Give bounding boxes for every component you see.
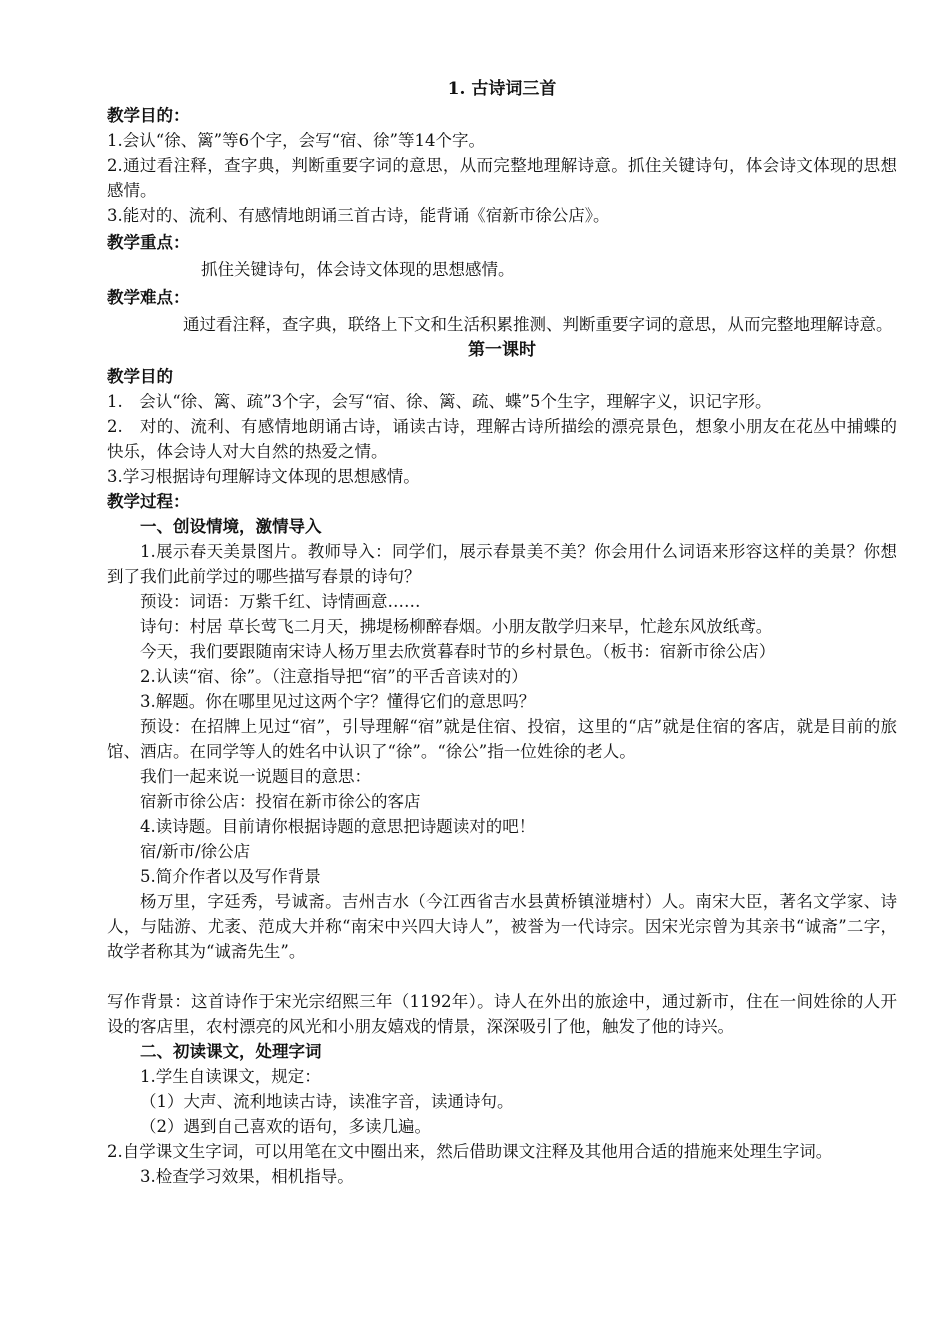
paragraph: 宿新市徐公店：投宿在新市徐公的客店	[140, 792, 421, 811]
paragraph: 预设：词语：万紫千红、诗情画意……	[140, 592, 421, 611]
lesson-objective-item: 1. 会认“徐、篱、疏”3个字，会写“宿、徐、篱、疏、蝶”5个生字，理解字义，识记字形。	[107, 392, 772, 411]
section-heading: 一、创设情境，激情导入	[140, 517, 322, 536]
paragraph: 1.展示春天美景图片。教师导入：同学们，展示春景美不美？你会用什么词语来形容这样的美景？你想到了我们此前学过的哪些描写春景的诗句？	[107, 542, 897, 586]
objective-item: 1.会认“徐、篱”等6个字，会写“宿、徐”等14个字。	[107, 131, 485, 150]
paragraph: 4.读诗题。目前请你根据诗题的意思把诗题读对的吧！	[140, 817, 536, 836]
document-title: 1. 古诗词三首	[447, 79, 557, 99]
process-heading: 教学过程：	[107, 492, 190, 511]
objectives-heading: 教学目的：	[107, 106, 190, 125]
paragraph: 写作背景：这首诗作于宋光宗绍熙三年（1192年）。诗人在外出的旅途中，通过新市，住在一间姓徐的人开设的客店里，农村漂亮的风光和小朋友嬉戏的情景，深深吸引了他，触发了他的诗兴。	[107, 992, 897, 1036]
objective-item: 2.通过看注释，查字典，判断重要字词的意思，从而完整地理解诗意。抓住关键诗句，体会诗文体现的思想感情。	[107, 156, 897, 200]
paragraph: 3.解题。你在哪里见过这两个字？懂得它们的意思吗？	[140, 692, 536, 711]
paragraph: 3.检查学习效果，相机指导。	[140, 1167, 354, 1186]
lesson-title: 第一课时	[468, 340, 536, 360]
blank-line	[107, 964, 897, 989]
focus-heading: 教学重点：	[107, 233, 190, 252]
paragraph: 2.自学课文生字词，可以用笔在文中圈出来，然后借助课文注释及其他用合适的措施来处理生字词。	[107, 1142, 833, 1161]
section-heading: 二、初读课文，处理字词	[140, 1042, 322, 1061]
difficulty-heading: 教学难点：	[107, 288, 190, 307]
paragraph: 2.认读“宿、徐”。（注意指导把“宿”的平舌音读对的）	[140, 667, 528, 686]
paragraph: （2）遇到自己喜欢的语句，多读几遍。	[140, 1117, 431, 1136]
lesson-objective-item: 3.学习根据诗句理解诗文体现的思想感情。	[107, 467, 420, 486]
paragraph: 我们一起来说一说题目的意思：	[140, 767, 371, 786]
document-page	[107, 76, 897, 1189]
lesson-objective-item: 2. 对的、流利、有感情地朗诵古诗，诵读古诗，理解古诗所描绘的漂亮景色，想象小朋友在花丛中捕蝶的快乐，体会诗人对大自然的热爱之情。	[107, 417, 897, 461]
focus-text: 抓住关键诗句，体会诗文体现的思想感情。	[201, 260, 515, 279]
paragraph: 预设：在招牌上见过“宿”，引导理解“宿”就是住宿、投宿，这里的“店”就是住宿的客店，就是目前的旅馆、酒店。在同学等人的姓名中认识了“徐”。“徐公”指一位姓徐的老人。	[107, 717, 897, 761]
paragraph: （1）大声、流利地读古诗，读准字音，读通诗句。	[140, 1092, 514, 1111]
paragraph: 5.简介作者以及写作背景	[140, 867, 321, 886]
paragraph: 今天，我们要跟随南宋诗人杨万里去欣赏暮春时节的乡村景色。（板书：宿新市徐公店）	[140, 642, 776, 661]
paragraph: 1.学生自读课文，规定：	[140, 1067, 321, 1086]
paragraph: 宿/新市/徐公店	[140, 842, 251, 861]
paragraph: 诗句：村居 草长莺飞二月天，拂堤杨柳醉春烟。小朋友散学归来早，忙趁东风放纸鸢。	[140, 617, 773, 636]
difficulty-text: 通过看注释，查字典，联络上下文和生活积累推测、判断重要字词的意思，从而完整地理解诗意。	[183, 315, 893, 334]
lesson-objectives-heading: 教学目的	[107, 367, 173, 386]
objective-item: 3.能对的、流利、有感情地朗诵三首古诗，能背诵《宿新市徐公店》。	[107, 206, 610, 225]
paragraph: 杨万里，字廷秀，号诚斋。吉州吉水（今江西省吉水县黄桥镇湴塘村）人。南宋大臣，著名文学家、诗人，与陆游、尤袤、范成大并称“南宋中兴四大诗人”，被誉为一代诗宗。因宋光宗曾为其亲书“诚斋”二字，故学者称其为“诚斋先生”。	[107, 892, 897, 961]
